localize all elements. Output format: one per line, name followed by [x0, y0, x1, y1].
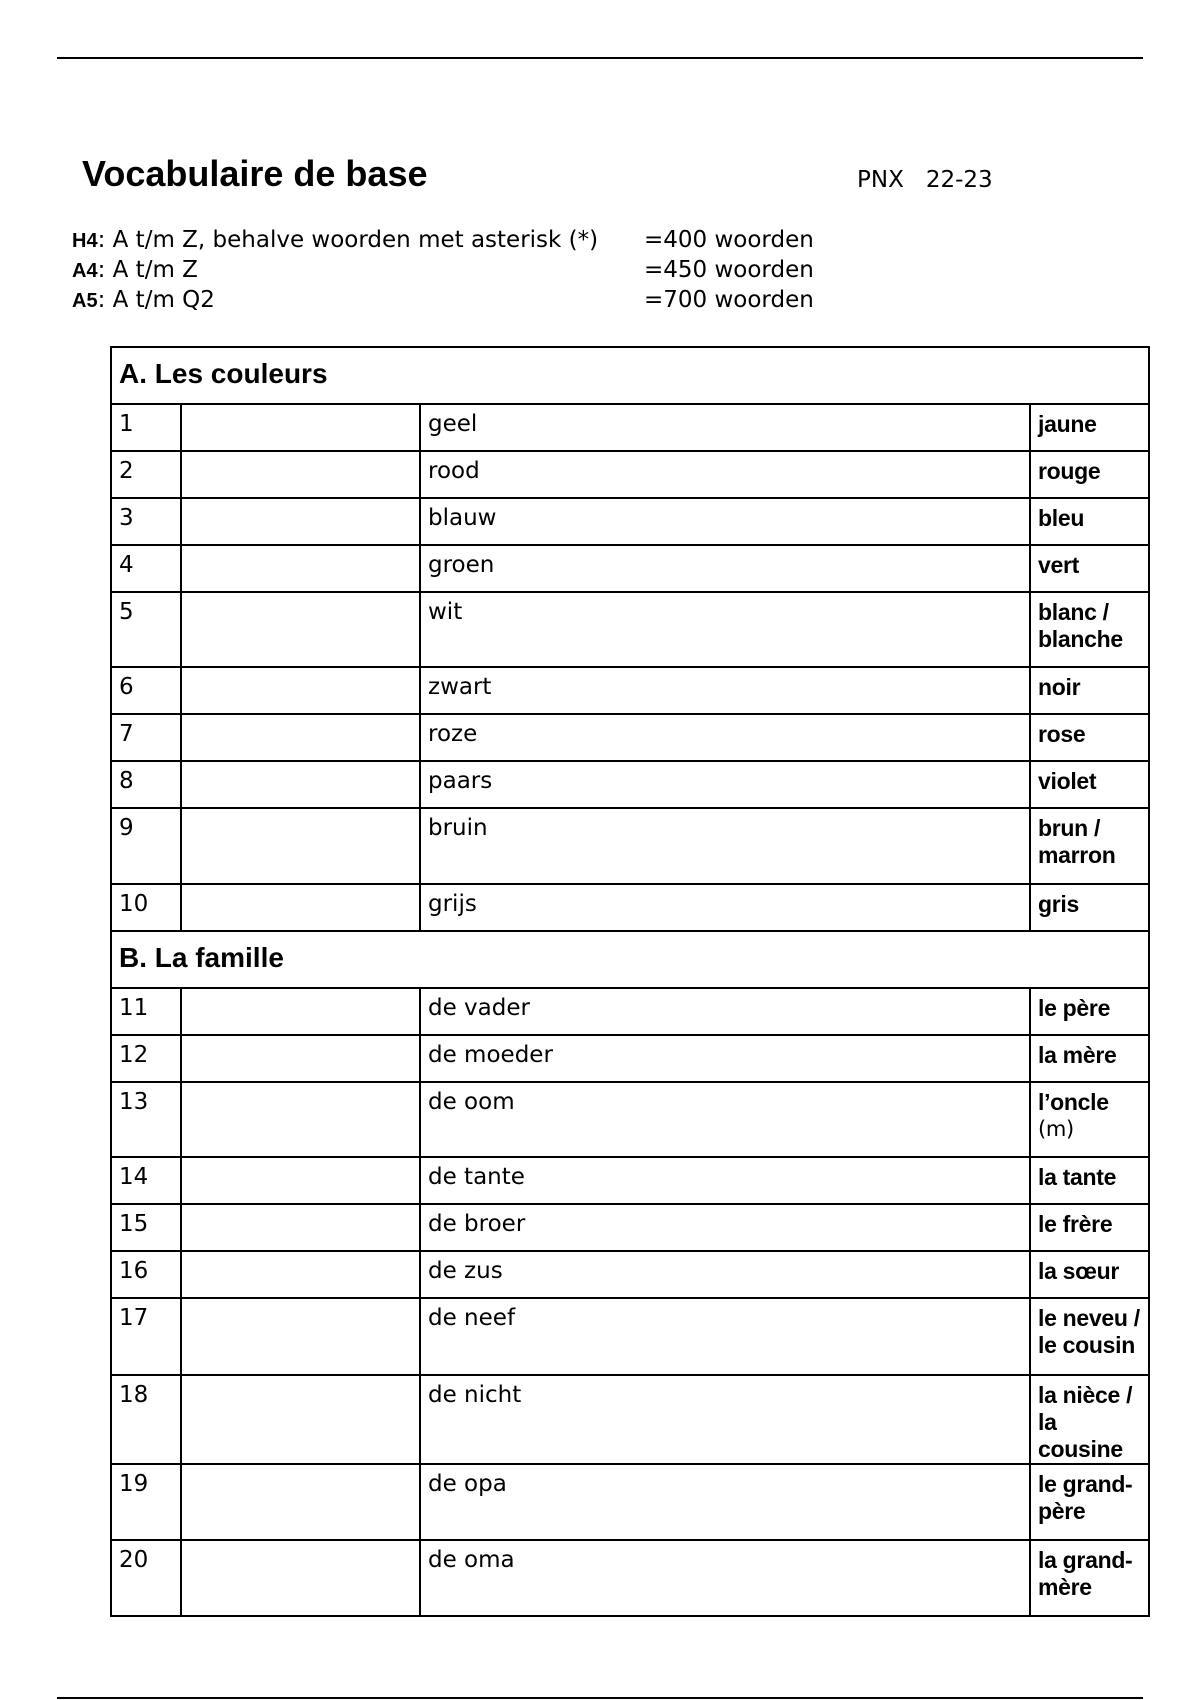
- french-word: violet: [1038, 768, 1097, 794]
- level-count: =450 woorden: [644, 257, 814, 283]
- section-header: [111, 347, 1149, 404]
- dutch-word: zwart: [420, 667, 1030, 714]
- table-row: [111, 1082, 1149, 1157]
- level-count: =400 woorden: [644, 227, 814, 253]
- answer-cell: [181, 1251, 420, 1298]
- dutch-word: blauw: [420, 498, 1030, 545]
- section-title: A. Les couleurs: [111, 347, 1149, 404]
- dutch-word: de opa: [420, 1464, 1030, 1540]
- table-row: [111, 592, 1149, 667]
- french-word-cell: [1030, 1082, 1149, 1157]
- vocabulary-table-body: [111, 347, 1149, 1616]
- french-word: gris: [1038, 891, 1079, 917]
- table-row: [111, 1204, 1149, 1251]
- level-requirements: [72, 225, 814, 315]
- table-row: [111, 545, 1149, 592]
- row-number: 1: [111, 404, 181, 451]
- answer-cell: [181, 1540, 420, 1616]
- french-word: noir: [1038, 674, 1081, 700]
- answer-cell: [181, 988, 420, 1035]
- french-word: la tante: [1038, 1164, 1117, 1190]
- answer-cell: [181, 545, 420, 592]
- level-row-a4: [72, 255, 814, 285]
- table-row: [111, 498, 1149, 545]
- level-code: H4: [72, 230, 98, 252]
- row-number: 11: [111, 988, 181, 1035]
- row-number: 18: [111, 1375, 181, 1464]
- french-word: la nièce / la cousine: [1038, 1382, 1133, 1462]
- answer-cell: [181, 1204, 420, 1251]
- row-number: 8: [111, 761, 181, 808]
- row-number: 19: [111, 1464, 181, 1540]
- bottom-rule: [57, 1697, 1143, 1699]
- section-header: [111, 931, 1149, 988]
- table-row: [111, 714, 1149, 761]
- row-number: 6: [111, 667, 181, 714]
- french-word-cell: [1030, 761, 1149, 808]
- answer-cell: [181, 592, 420, 667]
- french-word: la grand-mère: [1038, 1547, 1133, 1600]
- row-number: 3: [111, 498, 181, 545]
- french-word-cell: [1030, 1464, 1149, 1540]
- dutch-word: groen: [420, 545, 1030, 592]
- row-number: 17: [111, 1298, 181, 1375]
- table-row: [111, 1157, 1149, 1204]
- row-number: 4: [111, 545, 181, 592]
- french-word-cell: [1030, 714, 1149, 761]
- answer-cell: [181, 404, 420, 451]
- table-row: [111, 808, 1149, 884]
- level-range: : A t/m Q2: [97, 287, 215, 313]
- french-word: rose: [1038, 721, 1086, 747]
- row-number: 7: [111, 714, 181, 761]
- french-word-cell: [1030, 1540, 1149, 1616]
- answer-cell: [181, 761, 420, 808]
- french-word-cell: [1030, 667, 1149, 714]
- french-word-cell: [1030, 1298, 1149, 1375]
- french-word-cell: [1030, 1375, 1149, 1464]
- page-title: Vocabulaire de base: [82, 153, 428, 194]
- french-word: blanc / blanche: [1038, 599, 1123, 652]
- answer-cell: [181, 667, 420, 714]
- dutch-word: de zus: [420, 1251, 1030, 1298]
- answer-cell: [181, 1375, 420, 1464]
- french-word-cell: [1030, 404, 1149, 451]
- french-word-cell: [1030, 1204, 1149, 1251]
- dutch-word: grijs: [420, 884, 1030, 931]
- dutch-word: de vader: [420, 988, 1030, 1035]
- dutch-word: de nicht: [420, 1375, 1030, 1464]
- french-word: la mère: [1038, 1042, 1117, 1068]
- table-row: [111, 667, 1149, 714]
- answer-cell: [181, 1298, 420, 1375]
- french-word: la sœur: [1038, 1258, 1119, 1284]
- row-number: 14: [111, 1157, 181, 1204]
- dutch-word: rood: [420, 451, 1030, 498]
- level-count: =700 woorden: [644, 287, 814, 313]
- answer-cell: [181, 1157, 420, 1204]
- top-rule: [57, 57, 1143, 59]
- french-word: jaune: [1038, 411, 1097, 437]
- gender-note: (m): [1038, 1117, 1074, 1141]
- level-range: : A t/m Z: [97, 257, 198, 283]
- dutch-word: de neef: [420, 1298, 1030, 1375]
- level-row-a5: [72, 285, 814, 315]
- row-number: 5: [111, 592, 181, 667]
- french-word-cell: [1030, 592, 1149, 667]
- french-word: rouge: [1038, 458, 1101, 484]
- french-word-cell: [1030, 545, 1149, 592]
- course-code: PNX: [857, 167, 904, 193]
- row-number: 13: [111, 1082, 181, 1157]
- french-word: le neveu / le cousin: [1038, 1305, 1140, 1358]
- dutch-word: wit: [420, 592, 1030, 667]
- table-row: [111, 451, 1149, 498]
- french-word: le grand-père: [1038, 1471, 1133, 1524]
- french-word-cell: [1030, 988, 1149, 1035]
- section-title: B. La famille: [111, 931, 1149, 988]
- french-word: le père: [1038, 995, 1111, 1021]
- french-word-cell: [1030, 451, 1149, 498]
- row-number: 10: [111, 884, 181, 931]
- row-number: 15: [111, 1204, 181, 1251]
- table-row: [111, 884, 1149, 931]
- table-row: [111, 761, 1149, 808]
- row-number: 12: [111, 1035, 181, 1082]
- answer-cell: [181, 884, 420, 931]
- row-number: 20: [111, 1540, 181, 1616]
- table-row: [111, 1035, 1149, 1082]
- french-word: l’oncle: [1038, 1089, 1109, 1115]
- french-word-cell: [1030, 884, 1149, 931]
- level-range: : A t/m Z, behalve woorden met asterisk (*): [97, 227, 599, 253]
- course-year: 22-23: [925, 167, 993, 193]
- level-row-h4: [72, 225, 814, 255]
- level-code: A4: [72, 260, 98, 282]
- answer-cell: [181, 1082, 420, 1157]
- table-row: [111, 1375, 1149, 1464]
- dutch-word: de oma: [420, 1540, 1030, 1616]
- french-word: bleu: [1038, 505, 1085, 531]
- french-word-cell: [1030, 1157, 1149, 1204]
- table-row: [111, 1464, 1149, 1540]
- french-word: le frère: [1038, 1211, 1113, 1237]
- dutch-word: de oom: [420, 1082, 1030, 1157]
- french-word-cell: [1030, 1251, 1149, 1298]
- dutch-word: de broer: [420, 1204, 1030, 1251]
- answer-cell: [181, 714, 420, 761]
- french-word-cell: [1030, 498, 1149, 545]
- answer-cell: [181, 1035, 420, 1082]
- answer-cell: [181, 451, 420, 498]
- french-word: brun / marron: [1038, 815, 1116, 868]
- table-row: [111, 1251, 1149, 1298]
- answer-cell: [181, 808, 420, 884]
- answer-cell: [181, 1464, 420, 1540]
- dutch-word: geel: [420, 404, 1030, 451]
- row-number: 2: [111, 451, 181, 498]
- french-word-cell: [1030, 808, 1149, 884]
- course-label: [857, 165, 993, 195]
- row-number: 16: [111, 1251, 181, 1298]
- answer-cell: [181, 498, 420, 545]
- dutch-word: de moeder: [420, 1035, 1030, 1082]
- table-row: [111, 988, 1149, 1035]
- dutch-word: roze: [420, 714, 1030, 761]
- table-row: [111, 404, 1149, 451]
- dutch-word: de tante: [420, 1157, 1030, 1204]
- french-word-cell: [1030, 1035, 1149, 1082]
- table-row: [111, 1298, 1149, 1375]
- table-row: [111, 1540, 1149, 1616]
- row-number: 9: [111, 808, 181, 884]
- dutch-word: bruin: [420, 808, 1030, 884]
- french-word: vert: [1038, 552, 1079, 578]
- level-code: A5: [72, 290, 98, 312]
- dutch-word: paars: [420, 761, 1030, 808]
- vocabulary-table: [110, 346, 1150, 1617]
